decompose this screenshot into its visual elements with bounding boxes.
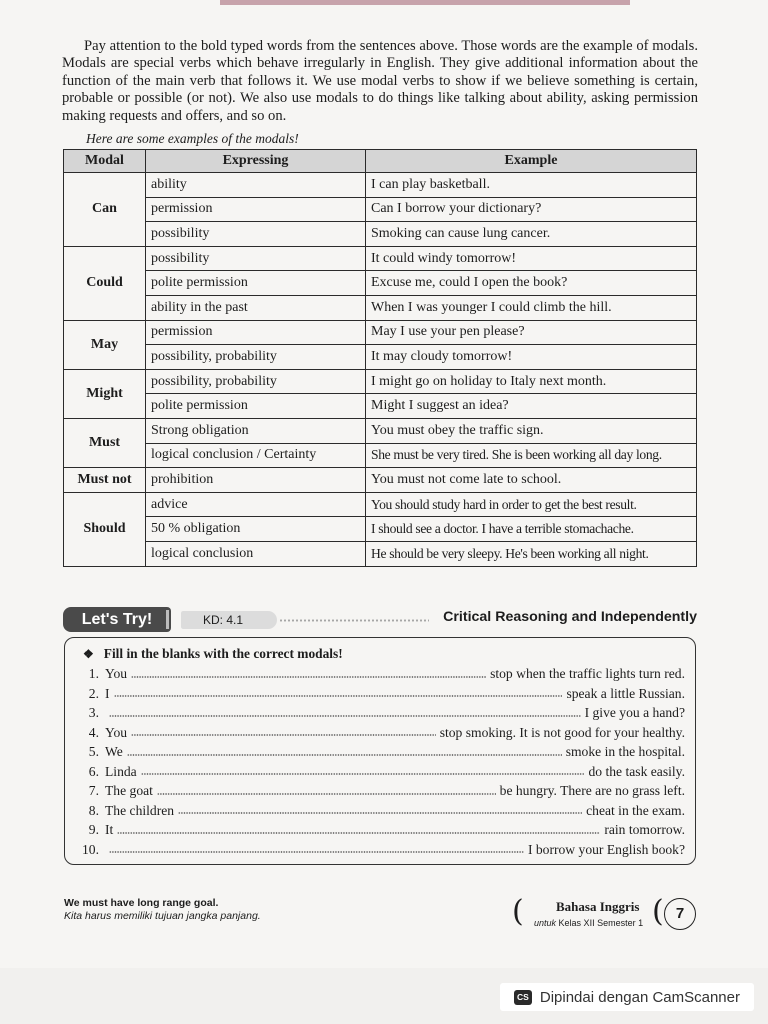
example-cell: It may cloudy tomorrow! (366, 345, 697, 370)
item-prefix: It (105, 822, 114, 837)
answer-blank[interactable] (109, 715, 581, 717)
example-cell: May I use your pen please? (366, 320, 697, 345)
answer-blank[interactable] (141, 773, 585, 775)
answer-blank[interactable] (178, 812, 582, 814)
expressing-cell: permission (146, 320, 366, 345)
example-cell: You must not come late to school. (366, 468, 697, 493)
example-cell: Smoking can cause lung cancer. (366, 222, 697, 247)
expressing-cell: polite permission (146, 271, 366, 296)
exercise-item (73, 723, 685, 743)
example-cell: Can I borrow your dictionary? (366, 197, 697, 222)
expressing-cell: logical conclusion / Certainty (146, 443, 366, 468)
item-prefix: You (105, 666, 128, 681)
book-subtitle-prefix: untuk (534, 918, 557, 928)
item-suffix: speak a little Russian. (566, 685, 685, 701)
table-row (64, 295, 697, 320)
exercise-item (73, 742, 685, 762)
expressing-cell: ability in the past (146, 295, 366, 320)
exercise-item (73, 762, 685, 782)
table-row (64, 320, 697, 345)
item-number: 2. (88, 685, 99, 701)
modal-cell: Could (64, 246, 146, 320)
table-row (64, 369, 697, 394)
right-bracket-icon: ( (652, 894, 664, 929)
exercise-instruction (83, 646, 343, 662)
item-prefix: I (105, 685, 110, 701)
item-suffix: be hungry. There are no grass left. (499, 783, 685, 798)
exercise-item (73, 840, 685, 860)
modal-cell: Can (64, 173, 146, 247)
expressing-cell: possibility, probability (146, 369, 366, 394)
exercise-item (73, 781, 685, 801)
item-prefix: You (105, 724, 128, 740)
item-suffix: do the task easily. (588, 763, 685, 779)
expressing-cell: possibility (146, 246, 366, 271)
table-row (64, 443, 697, 468)
modal-cell: Should (64, 492, 146, 566)
table-header-row (64, 150, 697, 173)
page-number: 7 (664, 898, 696, 930)
expressing-cell: advice (146, 492, 366, 517)
table-row (64, 222, 697, 247)
example-cell: I should see a doctor. I have a terrible stomachache. (366, 517, 697, 542)
camscanner-watermark (500, 983, 754, 1011)
footer-book-info (512, 894, 702, 934)
modal-cell: Must (64, 418, 146, 467)
item-prefix: The goat (105, 783, 153, 798)
table-row (64, 468, 697, 493)
exercise-item (73, 820, 685, 840)
intro-text: Pay attention to the bold typed words from the sentences above. Those words are the example of modals. Modals are special verbs which behave irregularly in English. They give additional information about the function of the main verb that follows it. We use modal verbs to show if we believe something is certain, probable or possible (or not). We also use modals to do things like talking about ability, asking permission making requests and offers, and so on. (62, 38, 698, 124)
dotted-divider (279, 619, 429, 622)
item-suffix: I borrow your English book? (527, 841, 685, 857)
table-row (64, 197, 697, 222)
expressing-cell: permission (146, 197, 366, 222)
camscanner-logo-icon: CS (514, 990, 532, 1005)
table-row (64, 173, 697, 198)
table-row (64, 246, 697, 271)
item-suffix: rain tomorrow. (604, 822, 685, 837)
example-cell: He should be very sleepy. He's been working all night. (366, 541, 697, 566)
answer-blank[interactable] (114, 695, 563, 697)
exercise-item (73, 664, 685, 684)
expressing-cell: ability (146, 173, 366, 198)
item-suffix: cheat in the exam. (586, 802, 685, 818)
example-cell: When I was younger I could climb the hill. (366, 295, 697, 320)
diamond-bullet-icon: ❖ (83, 647, 94, 661)
item-number: 10. (82, 841, 99, 857)
watermark-text: Dipindai dengan CamScanner (539, 988, 740, 1006)
modals-table (63, 149, 697, 567)
header-modal: Modal (64, 150, 146, 173)
instruction-text: Fill in the blanks with the correct modals! (103, 646, 343, 661)
exercise-item (73, 801, 685, 821)
motto-english: We must have long range goal. (64, 897, 219, 909)
modal-cell: Must not (64, 468, 146, 493)
item-number: 8. (88, 802, 99, 818)
table-row (64, 345, 697, 370)
table-row (64, 541, 697, 566)
header-example: Example (366, 150, 697, 173)
item-prefix: The children (105, 802, 175, 818)
item-suffix: stop smoking. It is not good for your healthy. (439, 724, 685, 740)
example-cell: You must obey the traffic sign. (366, 418, 697, 443)
example-cell: You should study hard in order to get the best result. (366, 492, 697, 517)
book-subtitle-text: Kelas XII Semester 1 (558, 918, 644, 928)
item-number: 1. (88, 666, 99, 681)
expressing-cell: prohibition (146, 468, 366, 493)
item-number: 5. (88, 744, 99, 759)
table-row (64, 517, 697, 542)
example-cell: She must be very tired. She is been working all day long. (366, 443, 697, 468)
section-title: Critical Reasoning and Independently (443, 609, 697, 625)
motto-indonesian: Kita harus memiliki tujuan jangka panjang. (64, 910, 261, 922)
table-row (64, 394, 697, 419)
example-cell: I can play basketball. (366, 173, 697, 198)
item-number: 9. (88, 822, 99, 837)
answer-blank[interactable] (157, 793, 496, 795)
intro-paragraph (62, 38, 698, 125)
expressing-cell: possibility (146, 222, 366, 247)
table-row (64, 418, 697, 443)
footer-motto (64, 897, 261, 922)
item-number: 3. (88, 705, 99, 720)
item-number: 6. (88, 763, 99, 779)
lets-try-header (63, 607, 697, 632)
lets-try-badge (63, 607, 171, 632)
answer-blank[interactable] (127, 754, 562, 756)
examples-caption: Here are some examples of the modals! (86, 131, 299, 146)
answer-blank[interactable] (117, 832, 600, 834)
book-title: Bahasa Inggris (556, 899, 640, 914)
item-number: 7. (88, 783, 99, 798)
item-number: 4. (88, 724, 99, 740)
item-prefix: Linda (105, 763, 137, 779)
book-subtitle (534, 918, 643, 928)
answer-blank[interactable] (109, 851, 524, 853)
expressing-cell: possibility, probability (146, 345, 366, 370)
expressing-cell: 50 % obligation (146, 517, 366, 542)
exercise-item (73, 703, 685, 723)
item-prefix: We (105, 744, 123, 759)
example-cell: Might I suggest an idea? (366, 394, 697, 419)
expressing-cell: logical conclusion (146, 541, 366, 566)
answer-blank[interactable] (131, 734, 436, 736)
modal-cell: Might (64, 369, 146, 418)
modal-cell: May (64, 320, 146, 369)
table-row (64, 271, 697, 296)
left-bracket-icon: ( (512, 894, 524, 929)
badge-edge (166, 610, 169, 629)
top-color-strip (220, 0, 630, 5)
header-expressing: Expressing (146, 150, 366, 173)
example-cell: Excuse me, could I open the book? (366, 271, 697, 296)
lets-try-label: Let's Try! (81, 611, 153, 628)
expressing-cell: polite permission (146, 394, 366, 419)
example-cell: It could windy tomorrow! (366, 246, 697, 271)
exercise-item (73, 684, 685, 704)
table-row (64, 492, 697, 517)
item-suffix: smoke in the hospital. (565, 744, 685, 759)
expressing-cell: Strong obligation (146, 418, 366, 443)
item-suffix: I give you a hand? (584, 705, 685, 720)
answer-blank[interactable] (131, 676, 486, 678)
example-cell: I might go on holiday to Italy next month. (366, 369, 697, 394)
item-suffix: stop when the traffic lights turn red. (490, 666, 685, 681)
kd-label: KD: 4.1 (181, 611, 277, 629)
exercise-box (64, 637, 696, 865)
